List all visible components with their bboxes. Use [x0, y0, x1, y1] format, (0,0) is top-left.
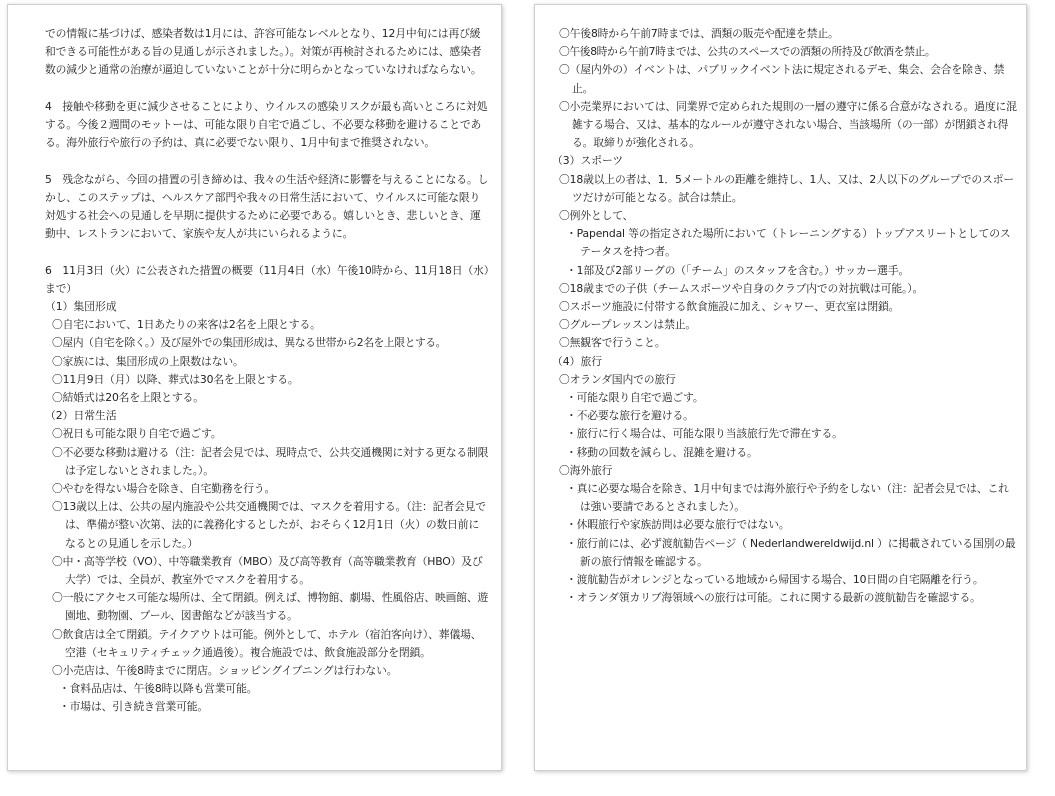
list-item: 〇不必要な移動は避ける（注：記者会見では、現時点で、公共交通機関に対する更なる制限は予定しないとされました。）。	[52, 445, 489, 477]
list-item: 〇18歳以上の者は、1．5メートルの距離を維持し、1人、又は、2人以下のグループでのスポーツだけが可能となる。試合は禁止。	[559, 172, 1015, 204]
page-right-body	[552, 25, 1017, 608]
list-item: 〇結婚式は20名を上限とする。	[52, 391, 204, 405]
sub-list-item: ・真に必要な場合を除き、1月中旬までは海外旅行や予約をしない（注：記者会見では、これは強い要請であるとされました）。	[566, 482, 1009, 514]
list-item: 〇オランダ国内での旅行	[559, 372, 676, 386]
sub-list-item: ・旅行に行く場合は、可能な限り当該旅行先で滞在する。	[566, 427, 843, 441]
list-item: 〇小売店は、午後8時までに閉店。ショッピングイブニングは行わない。	[52, 664, 398, 678]
document-page-right	[534, 4, 1027, 771]
sub-list-item: ・移動の回数を減らし、混雑を避ける。	[566, 445, 758, 459]
list-item: 〇飲食店は全て閉鎖。テイクアウトは可能。例外として、ホテル（宿泊客向け）、葬儀場、空港（セキュリティチェック通過後）。複合施設では、飲食施設部分を閉鎖。	[52, 627, 482, 659]
list-item: 〇海外旅行	[559, 463, 613, 477]
sub-list-item: ・Papendal 等の指定された場所において（トレーニングする）トップアスリートとしてのステータスを持つ者。	[566, 227, 1011, 259]
list-item: 〇自宅において、1日あたりの来客は2名を上限とする。	[52, 318, 321, 332]
section-heading-sports: （3）スポーツ	[552, 154, 624, 168]
sub-list-item: ・食料品店は、午後8時以降も営業可能。	[59, 682, 258, 696]
list-item: 〇小売業界においては、同業界で定められた規則の一層の遵守に係る合意がなされる。過度に混雑する場合、又は、基本的なルールが遵守されない場合、当該場所（の一部）が閉鎖され得る。取締りが強化される。	[559, 99, 1017, 150]
list-item: 〇13歳以上は、公共の屋内施設や公共交通機関では、マスクを着用する。（注：記者会見では、準備が整い次第、法的に義務化するとしたが、おそらく12月1日（火）の数日前になるとの見通しを示した。）	[52, 500, 486, 550]
sub-list-item: ・市場は、引き続き営業可能。	[59, 700, 209, 714]
section-heading-daily-life: （2）日常生活	[45, 409, 117, 423]
list-item: 〇祝日も可能な限り自宅で過ごす。	[52, 427, 222, 441]
list-item: 〇一般にアクセス可能な場所は、全て閉鎖。例えば、博物館、劇場、性風俗店、映画館、遊園地、動物園、プール、図書館などが該当する。	[52, 591, 489, 623]
sub-list-item: ・渡航勧告がオレンジとなっている地域から帰国する場合、10日間の自宅隔離を行う。	[566, 573, 984, 587]
list-item: 〇午後8時から午前7時までは、酒類の販売や配達を禁止。	[559, 27, 839, 40]
list-item: 〇屋内（自宅を除く。）及び屋外での集団形成は、異なる世帯から2名を上限とする。	[52, 336, 446, 350]
list-item: 〇家族には、集団形成の上限数はない。	[52, 354, 244, 368]
list-item: 〇スポーツ施設に付帯する飲食施設に加え、シャワー、更衣室は閉鎖。	[559, 300, 900, 314]
sub-list-item: ・可能な限り自宅で過ごす。	[566, 391, 704, 405]
sub-list-item: ・1部及び2部リーグの（「チーム」のスタッフを含む。）サッカー選手。	[566, 263, 910, 277]
list-item: 〇例外として、	[559, 209, 634, 223]
document-page-left	[7, 4, 502, 771]
page-left-body	[45, 25, 489, 717]
paragraph-3-continuation: での情報に基づけば、感染者数は1月には、許容可能なレベルとなり、12月中旬には再び緩和できる可能性がある旨の見通しが示されました。）。対策が再検討されるためには、感染者数の減少と通常の治療が逼迫していないことが十分に明らかとなっていなければならない。	[45, 27, 482, 77]
section-heading-travel: （4）旅行	[552, 354, 603, 368]
sub-list-item: ・不必要な旅行を避ける。	[566, 409, 694, 423]
list-item: 〇18歳までの子供（チームスポーツや自身のクラブ内での対抗戦は可能。）。	[559, 281, 924, 295]
sub-list-item: ・旅行前には、必ず渡航勧告ページ（ Nederlandwereldwijd.nl ）に掲載されている国別の最新の旅行情報を確認する。	[566, 536, 1016, 568]
list-item: 〇中・高等学校（VO）、中等職業教育（MBO）及び高等教育（高等職業教育（HBO）及び大学）では、全員が、教室外でマスクを着用する。	[52, 554, 483, 587]
sub-list-item: ・休暇旅行や家族訪問は必要な旅行ではない。	[566, 518, 790, 532]
paragraph-6-heading: 6 11月3日（火）に公表された措置の概要（11月4日（水）午後10時から、11月18日（水）まで）	[45, 263, 489, 295]
list-item: 〇無観客で行うこと。	[559, 336, 666, 350]
list-item: 〇（屋内外の）イベントは、パブリックイベント法に規定されるデモ、集会、会合を除き、禁止。	[559, 63, 1005, 95]
list-item: 〇午後8時から午前7時までは、公共のスペースでの酒類の所持及び飲酒を禁止。	[559, 45, 936, 59]
sub-list-item: ・オランダ領カリブ海領域への旅行は可能。これに関する最新の渡航勧告を確認する。	[566, 591, 981, 605]
paragraph-5: 5 残念ながら、今回の措置の引き締めは、我々の生活や経済に影響を与えることになる。しかし、このステップは、ヘルスケア部門や我々の日常生活において、ウイルスに可能な限り対処する社会への見通しを早期に提供するために必要である。嬉しいとき、悲しいとき、運動中、レストランにおいて、家族や友人が共にいられるように。	[45, 172, 489, 241]
paragraph-4: 4 接触や移動を更に減少させることにより、ウイルスの感染リスクが最も高いところに対処する。今後２週間のモットーは、可能な限り自宅で過ごし、不必要な移動を避けることである。海外旅行や旅行の予約は、真に必要でない限り、1月中旬まで推奨されない。	[45, 99, 488, 150]
list-item: 〇グループレッスンは禁止。	[559, 318, 697, 332]
section-heading-gathering: （1）集団形成	[45, 300, 117, 313]
list-item: 〇11月9日（月）以降、葬式は30名を上限とする。	[52, 372, 299, 386]
list-item: 〇やむを得ない場合を除き、自宅勤務を行う。	[52, 482, 276, 496]
